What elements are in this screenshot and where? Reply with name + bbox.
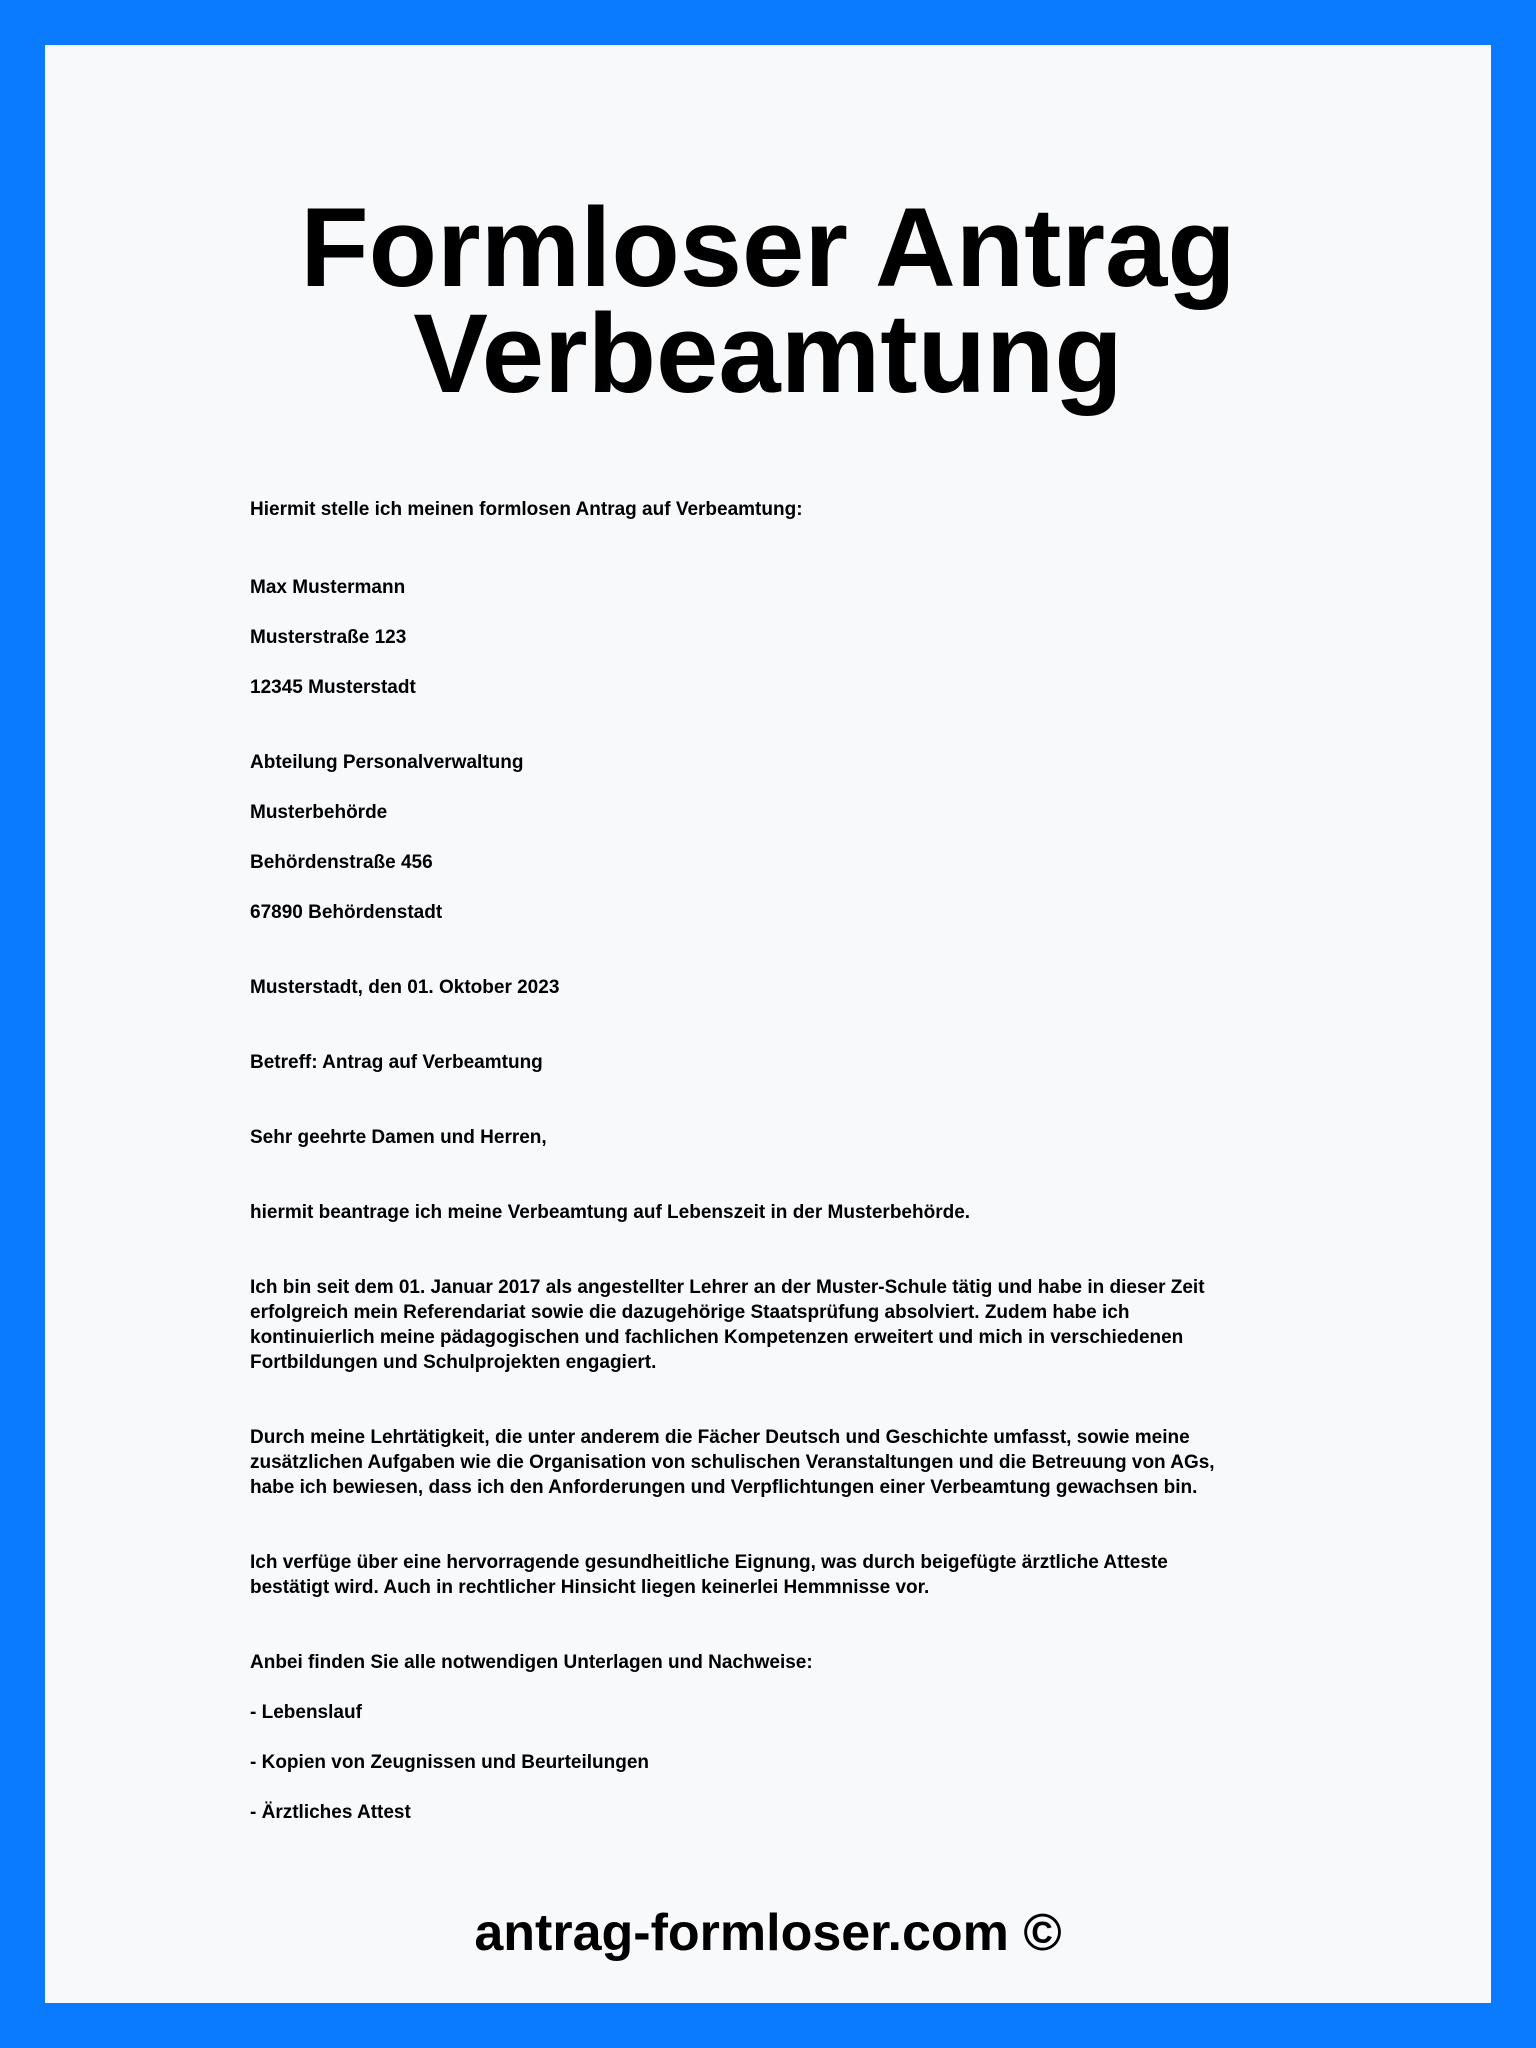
recipient-city: 67890 Behördenstadt — [250, 902, 443, 923]
attachment-item: - Kopien von Zeugnissen und Beurteilungen — [250, 1752, 650, 1773]
attachments-intro: Anbei finden Sie alle notwendigen Unterlagen und Nachweise: — [250, 1652, 813, 1673]
title-line-1: Formloser Antrag — [300, 185, 1236, 310]
title-line-2: Verbeamtung — [413, 291, 1123, 416]
recipient-department: Abteilung Personalverwaltung — [250, 752, 524, 773]
paragraph-line: erfolgreich mein Referendariat sowie die dazugehörige Staatsprüfung absolviert. Zudem habe ich — [250, 1302, 1130, 1323]
paragraph-line: Fortbildungen und Schulprojekten engagiert. — [250, 1352, 657, 1373]
salutation: Sehr geehrte Damen und Herren, — [250, 1127, 547, 1148]
sender-name: Max Mustermann — [250, 577, 406, 598]
document-title — [45, 185, 1491, 416]
paragraph-line: Ich bin seit dem 01. Januar 2017 als angestellter Lehrer an der Muster-Schule tätig und habe in dieser Zeit — [250, 1277, 1205, 1298]
intro-text: Hiermit stelle ich meinen formlosen Antrag auf Verbeamtung: — [250, 499, 803, 520]
attachment-item: - Ärztliches Attest — [250, 1802, 411, 1823]
paragraph-line: Durch meine Lehrtätigkeit, die unter anderem die Fächer Deutsch und Geschichte umfasst, sowie meine — [250, 1427, 1190, 1448]
paragraph-line: zusätzlichen Aufgaben wie die Organisation von schulischen Veranstaltungen und die Betreuung von AGs, — [250, 1452, 1215, 1473]
paragraph-line: Ich verfüge über eine hervorragende gesundheitliche Eignung, was durch beigefügte ärztliche Atteste — [250, 1552, 1168, 1573]
document-page — [45, 45, 1491, 2003]
attachment-item: - Lebenslauf — [250, 1702, 362, 1723]
footer-website: antrag-formloser.com © — [474, 1904, 1062, 1962]
paragraph-line: habe ich bewiesen, dass ich den Anforderungen und Verpflichtungen einer Verbeamtung gewachsen bin. — [250, 1477, 1198, 1498]
date-line: Musterstadt, den 01. Oktober 2023 — [250, 977, 560, 998]
recipient-authority: Musterbehörde — [250, 802, 388, 823]
body-paragraph-4 — [250, 1550, 1168, 1600]
recipient-street: Behördenstraße 456 — [250, 852, 433, 873]
sender-street: Musterstraße 123 — [250, 627, 407, 648]
paragraph-line: kontinuierlich meine pädagogischen und fachlichen Kompetenzen erweitert und mich in verschiedenen — [250, 1327, 1184, 1348]
body-paragraph-2 — [250, 1275, 1205, 1375]
sender-city: 12345 Musterstadt — [250, 677, 416, 698]
subject-line: Betreff: Antrag auf Verbeamtung — [250, 1052, 543, 1073]
body-paragraph-1: hiermit beantrage ich meine Verbeamtung auf Lebenszeit in der Musterbehörde. — [250, 1202, 971, 1223]
paragraph-line: bestätigt wird. Auch in rechtlicher Hinsicht liegen keinerlei Hemmnisse vor. — [250, 1577, 930, 1598]
body-paragraph-3 — [250, 1425, 1215, 1500]
